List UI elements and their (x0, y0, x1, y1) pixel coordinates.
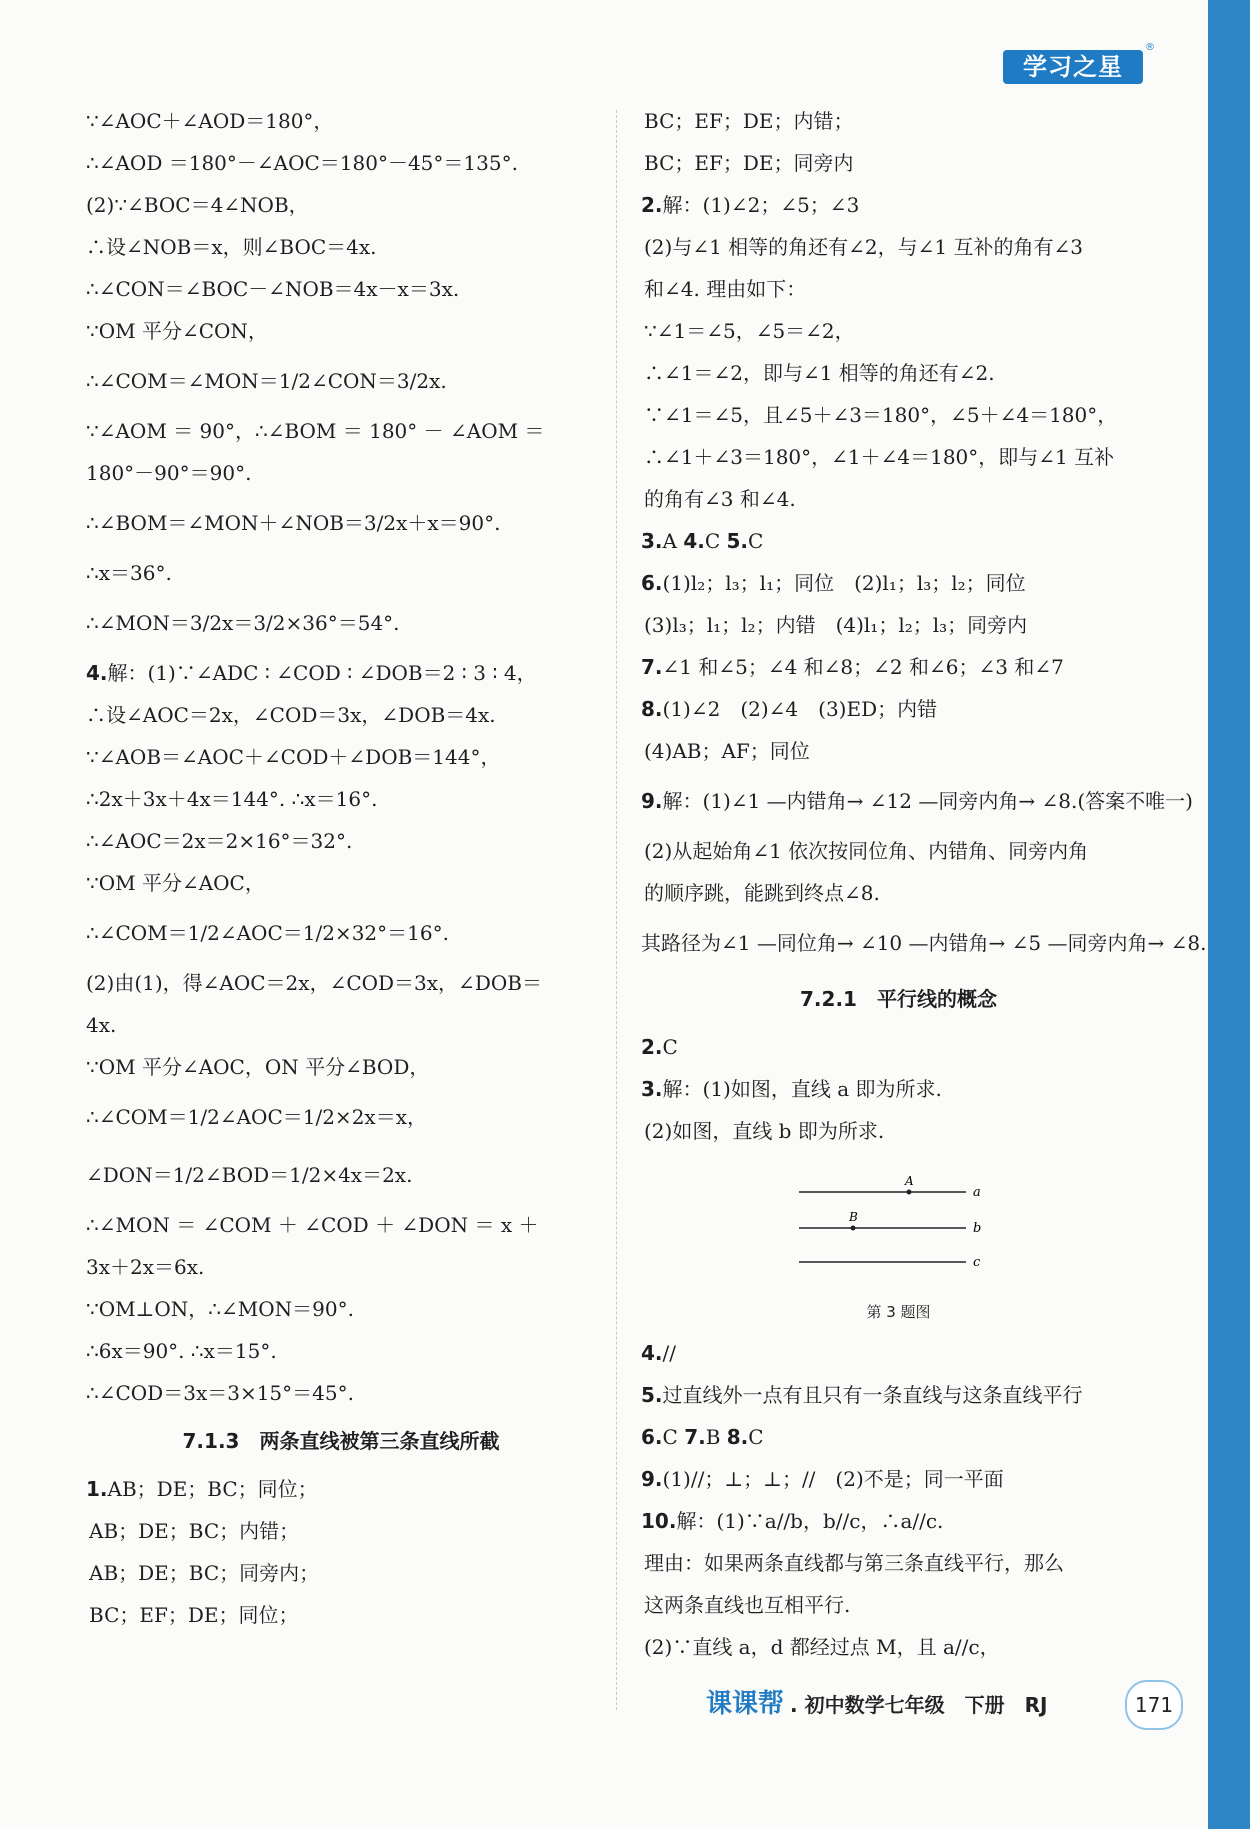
column-divider (616, 110, 617, 1710)
section-heading: 7.2.1 平行线的概念 (800, 987, 997, 1011)
text-line: (2)如图，直线 b 即为所求. (644, 1119, 885, 1143)
text-line: BC；EF；DE；内错； (644, 109, 854, 133)
question-number: 2. (641, 1035, 663, 1059)
answer-text: C (662, 1425, 678, 1449)
answer-text: C (748, 1425, 764, 1449)
text-line: ∠DON＝1/2∠BOD＝1/2×4x＝2x. (86, 1163, 413, 1187)
text-line: ∵OM 平分∠AOC，ON 平分∠BOD， (86, 1055, 430, 1079)
text-line: ∴∠COM＝1/2∠AOC＝1/2×32°＝16°. (86, 921, 449, 945)
text-line: (2)∵∠BOC＝4∠NOB， (86, 193, 309, 217)
text-line: 的顺序跳，能跳到终点∠8. (644, 881, 880, 905)
question-number: 9. (641, 789, 663, 813)
question-number: 8. (726, 1425, 749, 1449)
answer-text: C (704, 529, 721, 553)
answer-text: C (748, 529, 764, 553)
text-line: ∵∠1＝∠5，且∠5＋∠3＝180°，∠5＋∠4＝180°， (644, 403, 1118, 427)
point-b (851, 1226, 856, 1231)
question-number: 3. (641, 1077, 663, 1101)
text-line: ∴∠AOD ＝180°－∠AOC＝180°－45°＝135°. (86, 151, 518, 175)
text-line: ∴设∠NOB＝x，则∠BOC＝4x. (86, 235, 377, 259)
question-number: 8. (641, 697, 663, 721)
text-line: ∵OM⊥ON，∴∠MON＝90°. (86, 1297, 354, 1321)
footer-book: . 初中数学七年级 下册 RJ (790, 1693, 1048, 1717)
text-line: ∴∠BOM＝∠MON＋∠NOB＝3/2x＋x＝90°. (86, 511, 501, 535)
label-line-a: a (973, 1185, 981, 1200)
text-line: BC；EF；DE；同位； (89, 1603, 299, 1627)
question-2 (641, 184, 1156, 226)
text-line: 4x. (86, 1013, 117, 1037)
registered-mark: ® (1145, 42, 1155, 53)
figure-3 (641, 1152, 1156, 1292)
questions-6-8b (641, 1416, 1156, 1458)
right-column (641, 100, 1207, 1668)
text-line: AB；DE；BC；同旁内； (89, 1561, 320, 1585)
question-9b (641, 1458, 1156, 1500)
text-line: ∴∠CON＝∠BOC－∠NOB＝4x－x＝3x. (86, 277, 460, 301)
label-point-a: A (905, 1174, 914, 1188)
label-line-c: c (973, 1255, 981, 1270)
text-line: ∴∠1＋∠3＝180°，∠1＋∠4＝180°，即与∠1 互补 (644, 445, 1115, 469)
text-line: 和∠4. 理由如下： (644, 277, 807, 301)
text-line: ∴∠COM＝∠MON＝1/2∠CON＝3/2x. (86, 369, 447, 393)
text-line: 3x＋2x＝6x. (86, 1255, 205, 1279)
question-5b (641, 1374, 1156, 1416)
question-number: 4. (683, 529, 705, 553)
left-column (86, 100, 596, 1636)
text-line: (2)与∠1 相等的角还有∠2，与∠1 互补的角有∠3 (644, 235, 1083, 259)
question-number: 4. (641, 1341, 663, 1365)
question-9 (641, 772, 1193, 830)
text-line: (2)从起始角∠1 依次按同位角、内错角、同旁内角 (644, 839, 1089, 863)
text-line: ∵∠1＝∠5，∠5＝∠2， (644, 319, 855, 343)
text-line: 其路径为∠1 —同位角→ ∠10 —内错角→ ∠5 —同旁内角→ ∠8. (641, 931, 1207, 955)
answer-text: 过直线外一点有且只有一条直线与这条直线平行 (662, 1383, 1083, 1407)
text-line: ∵∠AOB＝∠AOC＋∠COD＋∠DOB＝144°， (86, 745, 501, 769)
text-line: (2)由(1)，得∠AOC＝2x，∠COD＝3x，∠DOB＝ (86, 971, 542, 995)
question-6 (641, 562, 1156, 604)
question-10b (641, 1500, 1156, 1542)
question-number: 1. (86, 1477, 108, 1501)
answer-text: (1)l₂；l₃；l₁；同位 (2)l₁；l₃；l₂；同位 (662, 571, 1026, 595)
question-number: 2. (641, 193, 663, 217)
answer-text: 解：(1)∠2；∠5；∠3 (662, 193, 860, 217)
question-2b (641, 1026, 1156, 1068)
text-line: (2)∵直线 a，d 都经过点 M，且 a//c， (644, 1635, 1000, 1659)
text-line: ∴2x＋3x＋4x＝144°. ∴x＝16°. (86, 787, 378, 811)
question-number: 6. (641, 1425, 663, 1449)
footer-brand: 课课帮 (706, 1689, 785, 1719)
text-line: 的角有∠3 和∠4. (644, 487, 796, 511)
answer-text: AB；DE；BC；同位； (107, 1477, 318, 1501)
text-line: ∵∠AOC＋∠AOD＝180°， (86, 109, 334, 133)
question-number: 7. (684, 1425, 706, 1449)
point-a (907, 1190, 912, 1195)
text-line: ∵OM 平分∠CON， (86, 319, 268, 343)
question-number: 10. (641, 1509, 677, 1533)
text-line: 这两条直线也互相平行. (644, 1593, 851, 1617)
text-line: BC；EF；DE；同旁内 (644, 151, 854, 175)
answer-text: 解：(1)∠1 —内错角→ ∠12 —同旁内角→ ∠8.(答案不唯一) (662, 789, 1193, 813)
text-line: AB；DE；BC；内错； (89, 1519, 300, 1543)
answer-text: 解：(1)∵∠ADC ∶ ∠COD ∶ ∠DOB＝2 ∶ 3 ∶ 4， (107, 661, 537, 685)
text-line: ∴6x＝90°. ∴x＝15°. (86, 1339, 277, 1363)
text-line: ∴x＝36°. (86, 561, 172, 585)
question-number: 5. (726, 529, 749, 553)
text-line: ∴∠MON＝3/2x＝3/2×36°＝54°. (86, 611, 400, 635)
footer-book-title (706, 1683, 1047, 1720)
side-color-bar (1208, 0, 1250, 1829)
section-heading: 7.1.3 两条直线被第三条直线所截 (182, 1429, 500, 1453)
question-number: 3. (641, 529, 663, 553)
label-point-b: B (849, 1210, 858, 1224)
answer-text: A (662, 529, 677, 553)
brand-logo: 学习之星 (1003, 50, 1143, 84)
question-1 (86, 1468, 596, 1510)
question-7 (641, 646, 1156, 688)
text-line: ∴∠AOC＝2x＝2×16°＝32°. (86, 829, 353, 853)
text-line: ∵OM 平分∠AOC， (86, 871, 265, 895)
text-line: ∴∠COD＝3x＝3×15°＝45°. (86, 1381, 354, 1405)
answer-text: (1)∠2 (2)∠4 (3)ED；内错 (662, 697, 938, 721)
answer-text: (1)//；⊥；⊥；// (2)不是；同一平面 (662, 1467, 1004, 1491)
question-number: 7. (641, 655, 663, 679)
text-line: ∴设∠AOC＝2x，∠COD＝3x，∠DOB＝4x. (86, 703, 496, 727)
question-number: 9. (641, 1467, 663, 1491)
label-line-b: b (973, 1221, 982, 1236)
text-line: ∴∠1＝∠2，即与∠1 相等的角还有∠2. (644, 361, 995, 385)
answer-text: // (662, 1341, 676, 1365)
question-8 (641, 688, 1156, 730)
text-line: ∵∠AOM ＝ 90°，∴∠BOM ＝ 180° － ∠AOM ＝ (86, 419, 545, 443)
page-number: 171 (1125, 1680, 1183, 1730)
question-number: 6. (641, 571, 663, 595)
question-4b (641, 1332, 1156, 1374)
answer-text: 解：(1)如图，直线 a 即为所求. (662, 1077, 942, 1101)
text-line: ∴∠COM＝1/2∠AOC＝1/2×2x＝x， (86, 1105, 427, 1129)
answer-text: ∠1 和∠5；∠4 和∠8；∠2 和∠6；∠3 和∠7 (662, 655, 1064, 679)
question-number: 5. (641, 1383, 663, 1407)
text-line: (4)AB；AF；同位 (644, 739, 810, 763)
text-line: (3)l₃；l₁；l₂；内错 (4)l₁；l₂；l₃；同旁内 (644, 613, 1028, 637)
question-3b (641, 1068, 1156, 1110)
text-line: ∴∠MON ＝ ∠COM ＋ ∠COD ＋ ∠DON ＝ x ＋ (86, 1213, 539, 1237)
answer-text: 解：(1)∵a//b，b//c，∴a//c. (676, 1509, 944, 1533)
text-line: 理由：如果两条直线都与第三条直线平行，那么 (644, 1551, 1064, 1575)
answer-text: B (705, 1425, 721, 1449)
question-number: 4. (86, 661, 108, 685)
question-4 (86, 652, 596, 694)
figure-caption: 第 3 题图 (866, 1303, 931, 1321)
questions-3-5 (641, 520, 1156, 562)
text-line: 180°－90°＝90°. (86, 461, 252, 485)
answer-text: C (662, 1035, 678, 1059)
parallel-lines-figure (791, 1152, 1011, 1272)
